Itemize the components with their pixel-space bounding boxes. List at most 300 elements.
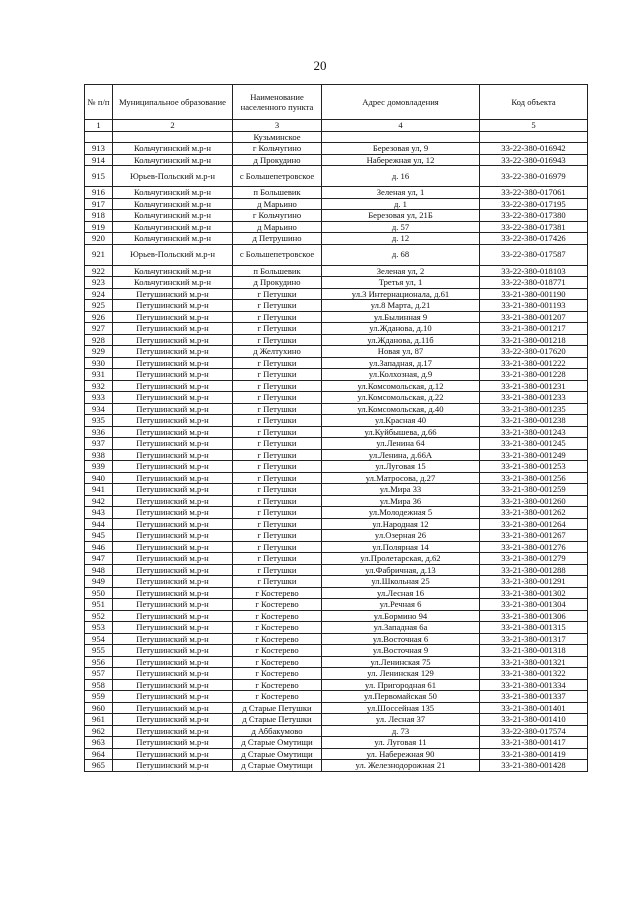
row-number: 919 (85, 221, 113, 233)
object-code-cell: 33-21-380-001262 (480, 507, 588, 519)
address-cell: ул.Матросова, д.27 (322, 472, 480, 484)
settlement-cell: д Старые Омутищи (233, 737, 322, 749)
row-number: 930 (85, 357, 113, 369)
settlement-cell: д Прокудино (233, 154, 322, 166)
table-row (85, 748, 588, 760)
object-code-cell: 33-22-380-016942 (480, 143, 588, 155)
table-row (85, 495, 588, 507)
object-code-cell: 33-22-380-017381 (480, 221, 588, 233)
row-number: 917 (85, 198, 113, 210)
settlement-cell: г Петушки (233, 311, 322, 323)
header-address: Адрес домовладения (322, 85, 480, 120)
row-number: 921 (85, 244, 113, 265)
settlement-cell: г Костерево (233, 656, 322, 668)
object-code-cell: 33-21-380-001256 (480, 472, 588, 484)
object-code-cell: 33-21-380-001190 (480, 288, 588, 300)
settlement-cell: д Старые Петушки (233, 714, 322, 726)
table-row (85, 438, 588, 450)
object-code-cell: 33-21-380-001245 (480, 438, 588, 450)
address-cell: ул.Восточная 6 (322, 633, 480, 645)
table-row (85, 461, 588, 473)
table-row (85, 210, 588, 222)
settlement-cell: г Костерево (233, 668, 322, 680)
row-number: 961 (85, 714, 113, 726)
municipality-cell: Петушинский м.р-н (113, 415, 233, 427)
settlement-cell: г Петушки (233, 426, 322, 438)
address-cell: ул.Комсомольская, д.22 (322, 392, 480, 404)
object-code-cell: 33-21-380-001321 (480, 656, 588, 668)
table-row (85, 576, 588, 588)
settlement-cell: г Костерево (233, 691, 322, 703)
table-row (85, 380, 588, 392)
object-code-cell: 33-21-380-001249 (480, 449, 588, 461)
address-cell: ул.Луговая 15 (322, 461, 480, 473)
row-number: 916 (85, 187, 113, 199)
municipality-cell: Петушинский м.р-н (113, 587, 233, 599)
settlement-cell: г Петушки (233, 403, 322, 415)
continuation-cell: Кузьминское (233, 131, 322, 143)
row-number: 949 (85, 576, 113, 588)
row-number: 929 (85, 346, 113, 358)
municipality-cell: Петушинский м.р-н (113, 622, 233, 634)
table-row (85, 403, 588, 415)
address-cell: ул.Ленина 64 (322, 438, 480, 450)
address-cell: д. 68 (322, 244, 480, 265)
address-cell: ул.Западная 6а (322, 622, 480, 634)
municipality-cell: Петушинский м.р-н (113, 668, 233, 680)
settlement-cell: г Петушки (233, 461, 322, 473)
page-number: 20 (313, 58, 327, 73)
settlement-cell: г Кольчугино (233, 210, 322, 222)
table-row (85, 507, 588, 519)
object-code-cell: 33-22-380-016979 (480, 166, 588, 187)
settlement-cell: г Петушки (233, 449, 322, 461)
municipality-cell: Петушинский м.р-н (113, 403, 233, 415)
municipality-cell: Петушинский м.р-н (113, 656, 233, 668)
settlement-cell: г Костерево (233, 587, 322, 599)
municipality-cell: Петушинский м.р-н (113, 438, 233, 450)
municipality-cell: Петушинский м.р-н (113, 334, 233, 346)
municipality-cell: Петушинский м.р-н (113, 369, 233, 381)
address-cell: ул.Комсомольская, д.12 (322, 380, 480, 392)
table-row (85, 760, 588, 772)
settlement-cell: г Петушки (233, 576, 322, 588)
object-code-cell: 33-22-380-017380 (480, 210, 588, 222)
row-number: 953 (85, 622, 113, 634)
table-row (85, 472, 588, 484)
settlement-cell: г Петушки (233, 530, 322, 542)
object-code-cell: 33-21-380-001207 (480, 311, 588, 323)
object-code-cell: 33-21-380-001417 (480, 737, 588, 749)
table-row (85, 541, 588, 553)
row-number: 946 (85, 541, 113, 553)
municipality-cell: Петушинский м.р-н (113, 599, 233, 611)
object-code-cell: 33-21-380-001302 (480, 587, 588, 599)
row-number: 957 (85, 668, 113, 680)
municipality-cell: Петушинский м.р-н (113, 541, 233, 553)
settlement-cell: г Петушки (233, 553, 322, 565)
table-row (85, 392, 588, 404)
object-code-cell: 33-21-380-001322 (480, 668, 588, 680)
address-cell: ул.Фабричная, д.13 (322, 564, 480, 576)
row-number: 918 (85, 210, 113, 222)
row-number: 944 (85, 518, 113, 530)
municipality-cell: Петушинский м.р-н (113, 311, 233, 323)
table-row (85, 622, 588, 634)
index-cell: 4 (322, 120, 480, 132)
address-cell: ул.Бормино 94 (322, 610, 480, 622)
settlement-cell: д Аббакумово (233, 725, 322, 737)
table-row (85, 244, 588, 265)
settlement-cell: д Старые Петушки (233, 702, 322, 714)
address-cell: Новая ул, 87 (322, 346, 480, 358)
row-number: 935 (85, 415, 113, 427)
municipality-cell: Петушинский м.р-н (113, 472, 233, 484)
object-code-cell: 33-21-380-001238 (480, 415, 588, 427)
header-number: № п/п (85, 85, 113, 120)
table-row (85, 166, 588, 187)
object-code-cell: 33-21-380-001222 (480, 357, 588, 369)
table-row (85, 564, 588, 576)
municipality-cell: Петушинский м.р-н (113, 564, 233, 576)
continuation-cell (113, 131, 233, 143)
address-cell: ул.Школьная 25 (322, 576, 480, 588)
address-cell: ул.Ленинская 75 (322, 656, 480, 668)
table-row (85, 610, 588, 622)
table-row (85, 679, 588, 691)
municipality-cell: Петушинский м.р-н (113, 518, 233, 530)
table-row (85, 668, 588, 680)
registry-table (84, 84, 588, 772)
object-code-cell: 33-21-380-001288 (480, 564, 588, 576)
settlement-cell: г Петушки (233, 438, 322, 450)
municipality-cell: Петушинский м.р-н (113, 346, 233, 358)
object-code-cell: 33-21-380-001231 (480, 380, 588, 392)
settlement-cell: г Костерево (233, 599, 322, 611)
settlement-cell: г Петушки (233, 472, 322, 484)
row-number: 962 (85, 725, 113, 737)
municipality-cell: Петушинский м.р-н (113, 495, 233, 507)
address-cell: Набережная ул, 12 (322, 154, 480, 166)
row-number: 937 (85, 438, 113, 450)
row-number: 951 (85, 599, 113, 611)
row-number: 933 (85, 392, 113, 404)
row-number: 926 (85, 311, 113, 323)
table-row (85, 323, 588, 335)
row-number: 934 (85, 403, 113, 415)
row-number: 950 (85, 587, 113, 599)
settlement-cell: г Костерево (233, 645, 322, 657)
address-cell: ул.Пролетарская, д.62 (322, 553, 480, 565)
municipality-cell: Петушинский м.р-н (113, 484, 233, 496)
municipality-cell: Петушинский м.р-н (113, 633, 233, 645)
settlement-cell: г Петушки (233, 518, 322, 530)
address-cell: ул. Набережная 90 (322, 748, 480, 760)
row-number: 931 (85, 369, 113, 381)
municipality-cell: Петушинский м.р-н (113, 323, 233, 335)
table-row (85, 334, 588, 346)
object-code-cell: 33-21-380-001228 (480, 369, 588, 381)
address-cell: ул.Восточная 9 (322, 645, 480, 657)
settlement-cell: д Старые Омутищи (233, 760, 322, 772)
settlement-cell: д Петрушино (233, 233, 322, 245)
row-number: 932 (85, 380, 113, 392)
table-row (85, 518, 588, 530)
municipality-cell: Петушинский м.р-н (113, 702, 233, 714)
table-row (85, 587, 588, 599)
address-cell: ул.3 Интернационала, д.61 (322, 288, 480, 300)
table-row (85, 725, 588, 737)
settlement-cell: с Большепетровское (233, 166, 322, 187)
object-code-cell: 33-21-380-001304 (480, 599, 588, 611)
column-index-row (85, 120, 588, 132)
settlement-cell: г Петушки (233, 392, 322, 404)
settlement-cell: д Старые Омутищи (233, 748, 322, 760)
table-row (85, 143, 588, 155)
row-number: 924 (85, 288, 113, 300)
object-code-cell: 33-22-380-018771 (480, 277, 588, 289)
address-cell: ул.Куйбышева, д.66 (322, 426, 480, 438)
row-number: 963 (85, 737, 113, 749)
index-cell: 1 (85, 120, 113, 132)
row-number: 959 (85, 691, 113, 703)
address-cell: ул.Лесная 16 (322, 587, 480, 599)
object-code-cell: 33-21-380-001233 (480, 392, 588, 404)
address-cell: ул. Железнодорожная 21 (322, 760, 480, 772)
row-number: 939 (85, 461, 113, 473)
municipality-cell: Юрьев-Польский м.р-н (113, 166, 233, 187)
row-number: 964 (85, 748, 113, 760)
municipality-cell: Петушинский м.р-н (113, 645, 233, 657)
municipality-cell: Петушинский м.р-н (113, 530, 233, 542)
row-number: 954 (85, 633, 113, 645)
object-code-cell: 33-21-380-001193 (480, 300, 588, 312)
municipality-cell: Петушинский м.р-н (113, 714, 233, 726)
table-row (85, 449, 588, 461)
row-number: 938 (85, 449, 113, 461)
municipality-cell: Петушинский м.р-н (113, 380, 233, 392)
table-row (85, 737, 588, 749)
address-cell: Березовая ул, 9 (322, 143, 480, 155)
municipality-cell: Петушинский м.р-н (113, 357, 233, 369)
municipality-cell: Кольчугинский м.р-н (113, 154, 233, 166)
row-number: 942 (85, 495, 113, 507)
row-number: 913 (85, 143, 113, 155)
municipality-cell: Кольчугинский м.р-н (113, 198, 233, 210)
address-cell: ул.Полярная 14 (322, 541, 480, 553)
continuation-cell (85, 131, 113, 143)
object-code-cell: 33-21-380-001315 (480, 622, 588, 634)
table-row (85, 187, 588, 199)
table-row (85, 346, 588, 358)
settlement-cell: с Большепетровское (233, 244, 322, 265)
object-code-cell: 33-22-380-018103 (480, 265, 588, 277)
table-row (85, 221, 588, 233)
table-row (85, 415, 588, 427)
row-number: 915 (85, 166, 113, 187)
address-cell: ул.Шоссейная 135 (322, 702, 480, 714)
table-row (85, 426, 588, 438)
settlement-cell: г Костерево (233, 633, 322, 645)
table-row (85, 357, 588, 369)
municipality-cell: Петушинский м.р-н (113, 288, 233, 300)
table-row (85, 656, 588, 668)
address-cell: ул.Красная 40 (322, 415, 480, 427)
address-cell: ул.Западная, д.17 (322, 357, 480, 369)
row-number: 914 (85, 154, 113, 166)
object-code-cell: 33-21-380-001337 (480, 691, 588, 703)
address-cell: ул.Мира 36 (322, 495, 480, 507)
table-row (85, 198, 588, 210)
address-cell: д. 57 (322, 221, 480, 233)
municipality-cell: Петушинский м.р-н (113, 748, 233, 760)
municipality-cell: Кольчугинский м.р-н (113, 221, 233, 233)
header-municipality: Муниципальное образование (113, 85, 233, 120)
address-cell: Зеленая ул, 1 (322, 187, 480, 199)
object-code-cell: 33-21-380-001279 (480, 553, 588, 565)
settlement-cell: г Петушки (233, 415, 322, 427)
table-row (85, 530, 588, 542)
address-cell: д. 1 (322, 198, 480, 210)
index-cell: 3 (233, 120, 322, 132)
address-cell: ул.Первомайская 50 (322, 691, 480, 703)
settlement-cell: г Петушки (233, 369, 322, 381)
row-number: 947 (85, 553, 113, 565)
object-code-cell: 33-21-380-001217 (480, 323, 588, 335)
index-cell: 2 (113, 120, 233, 132)
row-number: 952 (85, 610, 113, 622)
address-cell: ул.Комсомольская, д.40 (322, 403, 480, 415)
object-code-cell: 33-21-380-001318 (480, 645, 588, 657)
table-row (85, 691, 588, 703)
row-number: 941 (85, 484, 113, 496)
table-row (85, 265, 588, 277)
header-settlement: Наименование населенного пункта (233, 85, 322, 120)
address-cell: ул.Былинная 9 (322, 311, 480, 323)
settlement-cell: д Марьино (233, 221, 322, 233)
table-row (85, 300, 588, 312)
table-row (85, 233, 588, 245)
municipality-cell: Петушинский м.р-н (113, 691, 233, 703)
continuation-row (85, 131, 588, 143)
address-cell: ул.Народная 12 (322, 518, 480, 530)
address-cell: ул. Луговая 11 (322, 737, 480, 749)
object-code-cell: 33-22-380-017426 (480, 233, 588, 245)
municipality-cell: Петушинский м.р-н (113, 737, 233, 749)
row-number: 922 (85, 265, 113, 277)
table-row (85, 369, 588, 381)
settlement-cell: г Петушки (233, 507, 322, 519)
settlement-cell: г Петушки (233, 357, 322, 369)
settlement-cell: г Кольчугино (233, 143, 322, 155)
municipality-cell: Петушинский м.р-н (113, 449, 233, 461)
municipality-cell: Петушинский м.р-н (113, 507, 233, 519)
header-row (85, 85, 588, 120)
row-number: 936 (85, 426, 113, 438)
index-cell: 5 (480, 120, 588, 132)
table-row (85, 484, 588, 496)
object-code-cell: 33-21-380-001267 (480, 530, 588, 542)
settlement-cell: г Петушки (233, 288, 322, 300)
address-cell: д. 16 (322, 166, 480, 187)
address-cell: Березовая ул, 21Б (322, 210, 480, 222)
settlement-cell: г Петушки (233, 323, 322, 335)
address-cell: ул.Речная 6 (322, 599, 480, 611)
municipality-cell: Петушинский м.р-н (113, 760, 233, 772)
object-code-cell: 33-21-380-001264 (480, 518, 588, 530)
row-number: 925 (85, 300, 113, 312)
object-code-cell: 33-22-380-017061 (480, 187, 588, 199)
object-code-cell: 33-21-380-001276 (480, 541, 588, 553)
settlement-cell: д Марьино (233, 198, 322, 210)
row-number: 955 (85, 645, 113, 657)
object-code-cell: 33-21-380-001218 (480, 334, 588, 346)
municipality-cell: Петушинский м.р-н (113, 553, 233, 565)
table-row (85, 288, 588, 300)
object-code-cell: 33-21-380-001235 (480, 403, 588, 415)
address-cell: ул.Жданова, д.10 (322, 323, 480, 335)
object-code-cell: 33-21-380-001259 (480, 484, 588, 496)
row-number: 940 (85, 472, 113, 484)
row-number: 928 (85, 334, 113, 346)
address-cell: ул.Колхозная, д.9 (322, 369, 480, 381)
object-code-cell: 33-22-380-016943 (480, 154, 588, 166)
municipality-cell: Петушинский м.р-н (113, 610, 233, 622)
settlement-cell: г Петушки (233, 564, 322, 576)
object-code-cell: 33-22-380-017574 (480, 725, 588, 737)
settlement-cell: п Большевик (233, 187, 322, 199)
row-number: 948 (85, 564, 113, 576)
settlement-cell: г Петушки (233, 380, 322, 392)
row-number: 920 (85, 233, 113, 245)
address-cell: ул. Лесная 37 (322, 714, 480, 726)
settlement-cell: г Костерево (233, 622, 322, 634)
municipality-cell: Кольчугинский м.р-н (113, 187, 233, 199)
object-code-cell: 33-21-380-001243 (480, 426, 588, 438)
row-number: 923 (85, 277, 113, 289)
header-object-code: Код объекта (480, 85, 588, 120)
municipality-cell: Петушинский м.р-н (113, 679, 233, 691)
address-cell: Третья ул, 1 (322, 277, 480, 289)
object-code-cell: 33-21-380-001334 (480, 679, 588, 691)
settlement-cell: п Большевик (233, 265, 322, 277)
settlement-cell: г Петушки (233, 484, 322, 496)
address-cell: ул. Пригородная 61 (322, 679, 480, 691)
row-number: 965 (85, 760, 113, 772)
municipality-cell: Кольчугинский м.р-н (113, 143, 233, 155)
address-cell: д. 12 (322, 233, 480, 245)
table-row (85, 311, 588, 323)
object-code-cell: 33-22-380-017587 (480, 244, 588, 265)
continuation-cell (480, 131, 588, 143)
settlement-cell: г Костерево (233, 679, 322, 691)
address-cell: ул.Мира 33 (322, 484, 480, 496)
municipality-cell: Петушинский м.р-н (113, 576, 233, 588)
row-number: 945 (85, 530, 113, 542)
municipality-cell: Кольчугинский м.р-н (113, 265, 233, 277)
address-cell: ул.Ленина, д.66А (322, 449, 480, 461)
municipality-cell: Петушинский м.р-н (113, 300, 233, 312)
municipality-cell: Юрьев-Польский м.р-н (113, 244, 233, 265)
address-cell: ул.Молодежная 5 (322, 507, 480, 519)
municipality-cell: Кольчугинский м.р-н (113, 233, 233, 245)
table-row (85, 645, 588, 657)
object-code-cell: 33-21-380-001260 (480, 495, 588, 507)
table-row (85, 702, 588, 714)
address-cell: ул. Ленинская 129 (322, 668, 480, 680)
table-row (85, 154, 588, 166)
table-row (85, 633, 588, 645)
